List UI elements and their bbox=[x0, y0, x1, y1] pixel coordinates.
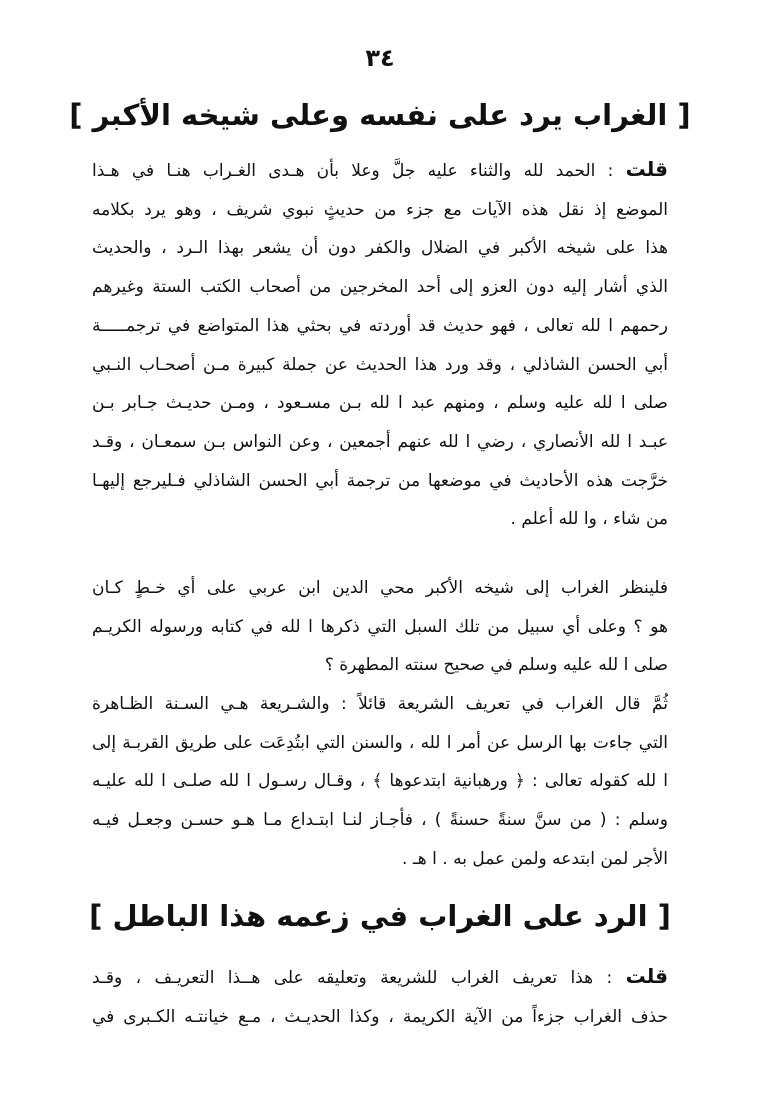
paragraph-line: وسلم : ( من سنَّ سنةً حسنةً ) ، فأجـاز لنـا ابتـداع مـا هـو حسـن وجعـل فيـه bbox=[92, 810, 668, 831]
qult-lead: قلت bbox=[625, 964, 668, 988]
paragraph-line: خرَّجت هذه الأحاديث في موضعها من ترجمة أبي الحسن الشاذلي فـليرجع إليهـا bbox=[92, 470, 668, 491]
paragraph-line: الأجر لمن ابتدعه ولمن عمل به . ا هـ . bbox=[402, 848, 668, 869]
section-heading-2: [ الرد على الغراب في زعمه هذا الباطل ] bbox=[89, 899, 671, 933]
line-text: : الحمد لله والثناء عليه جلَّ وعلا بأن هـدى الغـراب هنـا في هـذا bbox=[92, 161, 614, 181]
section-heading-1: [ الغراب يرد على نفسه وعلى شيخه الأكبر ] bbox=[69, 98, 691, 132]
paragraph-line: حذف الغراب جزءاً من الآية الكريمة ، وكذا الحديـث ، مـع خيانتـه الكـبرى في bbox=[92, 1006, 668, 1027]
paragraph-line: صلى ا لله عليه وسلم في صحيح سنته المطهرة ؟ bbox=[324, 655, 668, 676]
paragraph-line: أبي الحسن الشاذلي ، وقد ورد هذا الحديث عن جملة كبيرة مـن أصحـاب النـبي bbox=[92, 354, 668, 375]
paragraph-line: عبـد ا لله الأنصاري ، رضي ا لله عنهم أجمعين ، وعن النواس بـن سمعـان ، وقـد bbox=[92, 431, 668, 452]
paragraph-line: رحمهم ا لله تعالى ، فهو حديث قد أوردته في بحثي هذا المتواضع في ترجمـــــة bbox=[92, 315, 668, 336]
page-number: ٣٤ bbox=[365, 44, 395, 72]
paragraph-line: ثُمَّ قال الغراب في تعريف الشريعة قائلاً : والشـريعة هـي السـنة الظـاهرة bbox=[92, 694, 668, 714]
qult-lead: قلت bbox=[625, 157, 668, 181]
paragraph-line bbox=[92, 150, 668, 191]
paragraph-line: الذي أشار إليه دون العزو إلى أحد المخرجين من أصحاب الكتب الستة وغيرهم bbox=[92, 277, 668, 298]
paragraph-4 bbox=[92, 957, 668, 1036]
paragraph-line: ا لله كقوله تعالى : ﴿ ورهبانية ابتدعوها ﴾ ، وقـال رسـول ا لله صلـى ا لله عليـه bbox=[92, 771, 668, 792]
paragraph-line: هذا على شيخه الأكبر في الضلال والكفر دون أن يشعر بهذا الـرد ، والحديث bbox=[92, 238, 668, 259]
paragraph-3 bbox=[92, 685, 668, 879]
line-text: : هذا تعريف الغراب للشريعة وتعليقه على هــذا التعريـف ، وقـد bbox=[92, 968, 613, 988]
paragraph-line bbox=[92, 957, 668, 998]
paragraph-line: الموضع إذ نقل هذه الآيات مع جزء من حديثٍ نبوي شريف ، وهو يرد بكلامه bbox=[92, 199, 668, 220]
paragraph-line: هو ؟ وعلى أي سبيل من تلك السبل التي ذكرها ا لله في كتابه ورسوله الكريـم bbox=[92, 616, 668, 637]
paragraph-line: من شاء ، وا لله أعلم . bbox=[510, 509, 668, 530]
paragraph-line: التي جاءت بها الرسل عن أمر ا لله ، والسنن التي ابتُدِعَت على طريق القربـة إلى bbox=[92, 732, 668, 753]
paragraph-line: صلى ا لله عليه وسلم ، ومنهم عبد ا لله بـن مسـعود ، ومـن حديـث جـابر بـن bbox=[92, 393, 668, 414]
paragraph-line: فلينظر الغراب إلى شيخه الأكبر محي الدين ابن عربي على أي خـطٍ كـان bbox=[92, 578, 668, 598]
paragraph-1 bbox=[92, 150, 668, 539]
paragraph-2 bbox=[92, 569, 668, 685]
